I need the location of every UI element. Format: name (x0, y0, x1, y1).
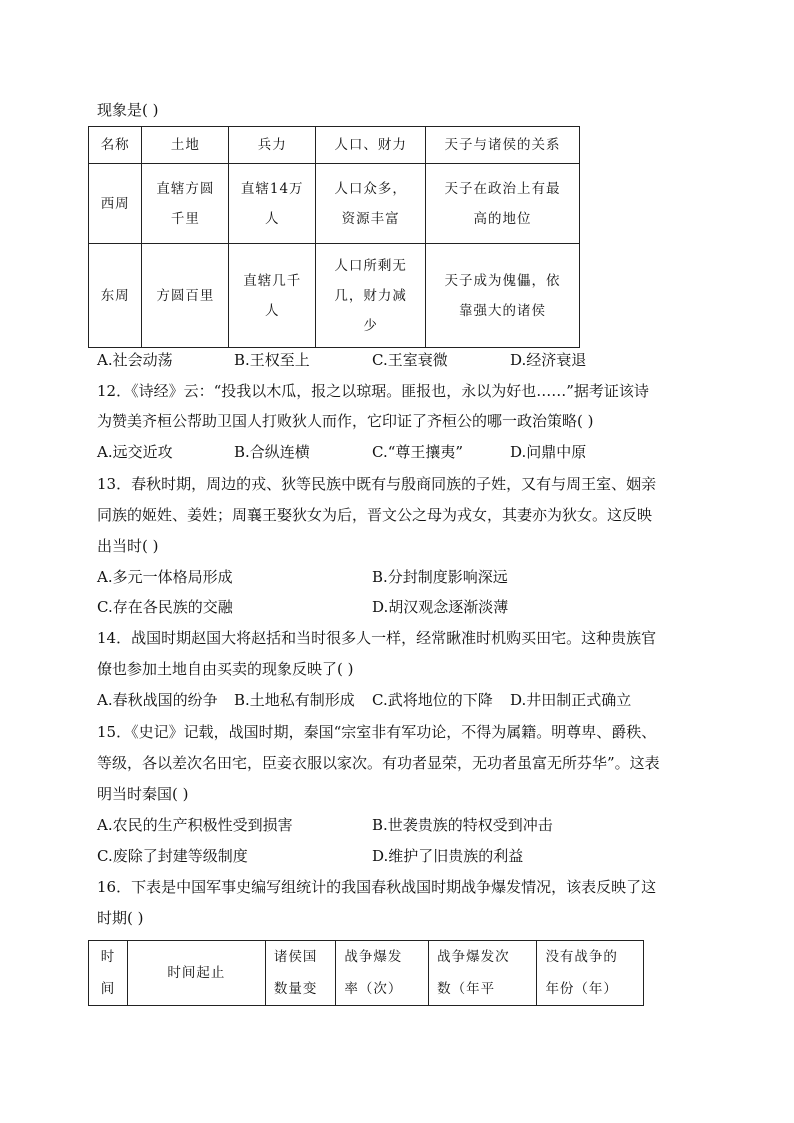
cell-text: 直辖几千 (243, 272, 302, 289)
q11-option-c[interactable]: C.王室衰微 (372, 351, 448, 369)
relation-cell (426, 164, 580, 244)
q11-option-b[interactable]: B.王权至上 (234, 351, 310, 369)
q15-option-d[interactable]: D.维护了旧贵族的利益 (372, 847, 524, 865)
q12-option-a[interactable]: A.远交近攻 (97, 443, 173, 461)
cell-text: 天子成为傀儡，依 (444, 272, 561, 289)
q14-option-b[interactable]: B.土地私有制形成 (234, 691, 355, 709)
cell-text: 直辖14万 (240, 180, 304, 197)
cell-text: 几，财力减 (334, 287, 407, 304)
q12-option-d[interactable]: D.问鼎中原 (510, 443, 587, 461)
q14-option-c[interactable]: C.武将地位的下降 (372, 691, 493, 709)
q12-stem-line: 12．《诗经》云：“投我以木瓜，报之以琼琚。匪报也，永以为好也……”据考证该诗 (97, 382, 649, 400)
q14-option-a[interactable]: A.春秋战国的纷争 (97, 691, 218, 709)
table-row (89, 244, 580, 348)
q15-stem-line: 明当时秦国( ) (97, 785, 189, 803)
relation-cell (426, 244, 580, 348)
table-row (89, 164, 580, 244)
zhou-comparison-table (88, 126, 580, 348)
row-name: 西周 (89, 164, 142, 244)
q12-option-b[interactable]: B.合纵连横 (234, 443, 310, 461)
population-cell (316, 164, 426, 244)
q13-option-c[interactable]: C.存在各民族的交融 (97, 598, 233, 616)
q13-stem-line: 出当时( ) (97, 537, 159, 555)
header-cell (265, 941, 336, 1006)
q14-option-d[interactable]: D.井田制正式确立 (510, 691, 632, 709)
cell-text: 少 (363, 317, 378, 334)
cell-text: 方圆百里 (156, 287, 215, 304)
land-cell (142, 244, 229, 348)
cell-text: 千里 (170, 210, 200, 227)
q11-stem-tail: 现象是( ) (97, 101, 159, 119)
header-cell: 时间起止 (127, 941, 265, 1006)
land-cell (142, 164, 229, 244)
q13-stem-line: 同族的姬姓、姜姓；周襄王娶狄女为后，晋文公之母为戎女，其妻亦为狄女。这反映 (97, 506, 653, 524)
q15-stem-line: 15．《史记》记载，战国时期，秦国“宗室非有军功论，不得为属籍。明尊卑、爵秩、 (97, 723, 657, 741)
cell-text: 人口众多， (334, 180, 407, 197)
q15-option-c[interactable]: C.废除了封建等级制度 (97, 847, 248, 865)
header-cell (89, 941, 128, 1006)
cell-text: 高的地位 (473, 210, 532, 227)
cell-text: 战争爆发 (344, 949, 403, 965)
cell-text: 人 (264, 302, 280, 319)
cell-text: 战争爆发次 (437, 949, 510, 965)
cell-text: 率（次） (344, 981, 403, 997)
header-cell (336, 941, 429, 1006)
q13-option-b[interactable]: B.分封制度影响深远 (372, 568, 508, 586)
q14-stem-line: 14．战国时期赵国大将赵括和当时很多人一样，经常瞅准时机购买田宅。这种贵族官 (97, 629, 657, 647)
header-cell: 兵力 (229, 127, 316, 164)
population-cell (316, 244, 426, 348)
q11-option-d[interactable]: D.经济衰退 (510, 351, 587, 369)
q12-option-c[interactable]: C.“尊王攘夷” (372, 443, 464, 461)
cell-text: 直辖方圆 (156, 180, 215, 197)
cell-text: 天子在政治上有最 (444, 180, 561, 197)
header-cell: 名称 (89, 127, 142, 164)
army-cell (229, 164, 316, 244)
cell-text: 数量变 (273, 981, 318, 997)
cell-text: 人口所剩无 (334, 257, 407, 274)
cell-text: 资源丰富 (341, 210, 400, 227)
war-statistics-table (88, 940, 644, 1006)
q16-stem-line: 时期( ) (97, 909, 144, 927)
header-cell (429, 941, 537, 1006)
table-header-row (89, 127, 580, 164)
header-cell: 人口、财力 (316, 127, 426, 164)
cell-text: 时 (100, 949, 116, 965)
q15-option-a[interactable]: A.农民的生产积极性受到损害 (97, 816, 293, 834)
q15-option-b[interactable]: B.世袭贵族的特权受到冲击 (372, 816, 553, 834)
q13-stem-line: 13．春秋时期，周边的戎、狄等民族中既有与殷商同族的子姓，又有与周王室、姻亲 (97, 475, 657, 493)
cell-text: 人 (264, 210, 280, 227)
q14-stem-line: 僚也参加土地自由买卖的现象反映了( ) (97, 660, 354, 678)
header-cell (537, 941, 644, 1006)
cell-text: 数（年平 (437, 981, 496, 997)
q12-stem-line: 为赞美齐桓公帮助卫国人打败狄人而作，它印证了齐桓公的哪一政治策略( ) (97, 412, 594, 430)
table-header-row (89, 941, 644, 1006)
cell-text: 间 (100, 981, 116, 997)
cell-text: 诸侯国 (273, 949, 318, 965)
header-cell: 土地 (142, 127, 229, 164)
q13-option-d[interactable]: D.胡汉观念逐渐淡薄 (372, 598, 509, 616)
cell-text: 没有战争的 (545, 949, 618, 965)
cell-text: 年份（年） (545, 981, 618, 997)
q16-stem-line: 16．下表是中国军事史编写组统计的我国春秋战国时期战争爆发情况，该表反映了这 (97, 878, 657, 896)
q11-option-a[interactable]: A.社会动荡 (97, 351, 173, 369)
cell-text: 靠强大的诸侯 (459, 302, 547, 319)
army-cell (229, 244, 316, 348)
q13-option-a[interactable]: A.多元一体格局形成 (97, 568, 233, 586)
q15-stem-line: 等级，各以差次名田宅，臣妾衣服以家次。有功者显荣，无功者虽富无所芬华”。这表 (97, 754, 660, 772)
header-cell: 天子与诸侯的关系 (426, 127, 580, 164)
row-name: 东周 (89, 244, 142, 348)
